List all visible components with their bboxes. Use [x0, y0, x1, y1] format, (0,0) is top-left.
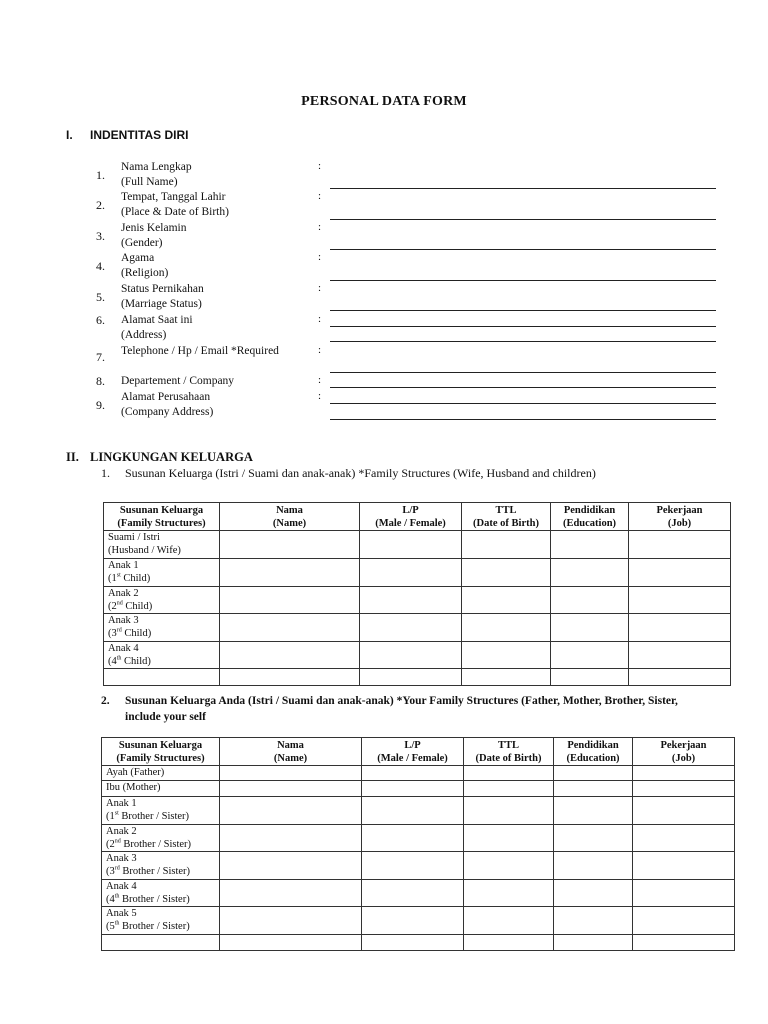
company-address-input-line-1[interactable] [330, 403, 716, 404]
religion-input-line[interactable] [330, 280, 716, 281]
cell-input[interactable] [464, 766, 554, 781]
cell-input[interactable] [360, 531, 462, 559]
cell-input[interactable] [360, 642, 462, 669]
field-label-sub: (Company Address) [121, 406, 214, 418]
field-number: 5. [96, 290, 105, 304]
cell-input[interactable] [464, 907, 554, 935]
address-input-line-1[interactable] [330, 326, 716, 327]
cell-input[interactable] [464, 825, 554, 852]
section-2-title: LINGKUNGAN KELUARGA [90, 450, 253, 464]
cell-input[interactable] [220, 531, 360, 559]
field-colon: : [318, 160, 322, 172]
cell-input[interactable] [633, 852, 735, 880]
cell-input[interactable] [464, 781, 554, 797]
cell-input[interactable] [551, 642, 629, 669]
cell-input[interactable] [220, 880, 362, 907]
subsection-1-number: 1. [101, 466, 110, 480]
header-dob: TTL (Date of Birth) [462, 503, 551, 531]
header-gender: L/P (Male / Female) [360, 503, 462, 531]
family-structure-table-1 [103, 502, 731, 686]
cell-input[interactable] [362, 766, 464, 781]
cell-input[interactable] [554, 935, 633, 951]
cell-input[interactable] [633, 825, 735, 852]
cell-input[interactable] [633, 781, 735, 797]
field-colon: : [318, 390, 322, 402]
full-name-input-line[interactable] [330, 188, 716, 189]
cell-input[interactable] [104, 669, 220, 686]
header-family-structure: Susunan Keluarga (Family Structures) [102, 738, 220, 766]
table-header-row [102, 738, 735, 766]
cell-input[interactable] [220, 614, 360, 642]
header-name: Nama (Name) [220, 503, 360, 531]
cell-input[interactable] [462, 531, 551, 559]
header-education: Pendidikan (Education) [554, 738, 633, 766]
field-label-text: Agama [121, 252, 155, 264]
cell-input[interactable] [554, 781, 633, 797]
birth-input-line[interactable] [330, 219, 716, 220]
header-name: Nama (Name) [220, 738, 362, 766]
field-label-sub: (Place & Date of Birth) [121, 206, 229, 218]
cell-input[interactable] [220, 935, 362, 951]
cell-input[interactable] [551, 587, 629, 614]
field-label-text: Nama Lengkap [121, 161, 192, 173]
table-row [104, 614, 731, 642]
section-1-title: INDENTITAS DIRI [90, 128, 189, 142]
row-label: Anak 5 (5th Brother / Sister) [102, 907, 220, 935]
field-colon: : [318, 313, 322, 325]
section-2-number: II. [66, 450, 79, 464]
field-label-sub: (Address) [121, 329, 167, 341]
cell-input[interactable] [362, 880, 464, 907]
company-input-line[interactable] [330, 387, 716, 388]
table-row [104, 559, 731, 587]
table-row [102, 935, 735, 951]
cell-input[interactable] [633, 880, 735, 907]
cell-input[interactable] [554, 880, 633, 907]
subsection-1-text: Susunan Keluarga (Istri / Suami dan anak-anak) *Family Structures (Wife, Husband and children) [125, 466, 596, 480]
field-number: 4. [96, 259, 105, 273]
cell-input[interactable] [220, 797, 362, 825]
table-row [102, 880, 735, 907]
cell-input[interactable] [220, 907, 362, 935]
form-title: PERSONAL DATA FORM [301, 94, 467, 109]
cell-input[interactable] [551, 559, 629, 587]
family-structure-table-2 [101, 737, 735, 951]
row-label: Ayah (Father) [102, 766, 220, 781]
subsection-2-text-line-1: Susunan Keluarga Anda (Istri / Suami dan anak-anak) *Your Family Structures (Father, Mother, Brother, Sister, [125, 695, 678, 707]
cell-input[interactable] [633, 935, 735, 951]
row-label: Anak 2 (2nd Child) [104, 587, 220, 614]
header-gender: L/P (Male / Female) [362, 738, 464, 766]
cell-input[interactable] [362, 907, 464, 935]
company-address-input-line-2[interactable] [330, 419, 716, 420]
cell-input[interactable] [464, 852, 554, 880]
field-label-sub: (Full Name) [121, 176, 178, 188]
row-label: Anak 1 (1st Child) [104, 559, 220, 587]
cell-input[interactable] [551, 531, 629, 559]
field-colon: : [318, 221, 322, 233]
cell-input[interactable] [554, 907, 633, 935]
field-label-sub: (Gender) [121, 237, 163, 249]
field-label-text: Status Pernikahan [121, 283, 204, 295]
field-number: 3. [96, 229, 105, 243]
table-row [102, 797, 735, 825]
marriage-input-line[interactable] [330, 310, 716, 311]
field-label-sub: (Marriage Status) [121, 298, 202, 310]
field-label-sub: (Religion) [121, 267, 169, 279]
contact-input-line[interactable] [330, 372, 716, 373]
header-education: Pendidikan (Education) [551, 503, 629, 531]
cell-input[interactable] [629, 587, 731, 614]
field-colon: : [318, 374, 322, 386]
row-label: Anak 1 (1st Brother / Sister) [102, 797, 220, 825]
field-label-marriage [121, 282, 204, 312]
cell-input[interactable] [362, 781, 464, 797]
field-colon: : [318, 251, 322, 263]
row-label: Ibu (Mother) [102, 781, 220, 797]
field-number: 9. [96, 398, 105, 412]
cell-input[interactable] [629, 669, 731, 686]
cell-input[interactable] [362, 935, 464, 951]
field-label-text: Telephone / Hp / Email *Required [121, 345, 279, 357]
cell-input[interactable] [633, 797, 735, 825]
field-colon: : [318, 190, 322, 202]
cell-input[interactable] [551, 614, 629, 642]
cell-input[interactable] [464, 880, 554, 907]
row-label: Anak 4 (4th Brother / Sister) [102, 880, 220, 907]
field-label-gender [121, 221, 186, 251]
section-1-number: I. [66, 128, 73, 142]
cell-input[interactable] [462, 642, 551, 669]
cell-input[interactable] [362, 825, 464, 852]
cell-input[interactable] [362, 797, 464, 825]
table-row [104, 669, 731, 686]
header-dob: TTL (Date of Birth) [464, 738, 554, 766]
cell-input[interactable] [629, 559, 731, 587]
cell-input[interactable] [102, 935, 220, 951]
table-header-row [104, 503, 731, 531]
field-label-company [121, 374, 234, 389]
field-number: 7. [96, 350, 105, 364]
header-family-structure: Susunan Keluarga (Family Structures) [104, 503, 220, 531]
field-label-text: Alamat Saat ini [121, 314, 193, 326]
table-row [102, 825, 735, 852]
cell-input[interactable] [360, 614, 462, 642]
header-job: Pekerjaan (Job) [629, 503, 731, 531]
field-label-birth [121, 190, 229, 220]
table-row [102, 907, 735, 935]
field-number: 8. [96, 374, 105, 388]
subsection-2-text-line-2: include your self [125, 711, 206, 723]
address-input-line-2[interactable] [330, 341, 716, 342]
row-label: Anak 4 (4th Child) [104, 642, 220, 669]
row-label: Suami / Istri (Husband / Wife) [104, 531, 220, 559]
cell-input[interactable] [220, 642, 360, 669]
table-row [104, 531, 731, 559]
cell-input[interactable] [633, 907, 735, 935]
cell-input[interactable] [554, 852, 633, 880]
field-label-religion [121, 251, 168, 281]
cell-input[interactable] [220, 559, 360, 587]
cell-input[interactable] [633, 766, 735, 781]
table-row [102, 781, 735, 797]
field-label-contact [121, 344, 279, 359]
cell-input[interactable] [462, 669, 551, 686]
cell-input[interactable] [464, 935, 554, 951]
cell-input[interactable] [554, 766, 633, 781]
field-colon: : [318, 282, 322, 294]
field-number: 1. [96, 168, 105, 182]
table-row [104, 642, 731, 669]
field-label-full-name [121, 160, 192, 190]
cell-input[interactable] [629, 642, 731, 669]
field-number: 6. [96, 313, 105, 327]
cell-input[interactable] [462, 587, 551, 614]
field-label-text: Alamat Perusahaan [121, 391, 211, 403]
cell-input[interactable] [629, 531, 731, 559]
cell-input[interactable] [220, 825, 362, 852]
field-label-address [121, 313, 193, 343]
field-label-company-address [121, 390, 213, 420]
row-label: Anak 3 (3rd Child) [104, 614, 220, 642]
cell-input[interactable] [220, 852, 362, 880]
cell-input[interactable] [220, 781, 362, 797]
field-label-text: Jenis Kelamin [121, 222, 187, 234]
cell-input[interactable] [220, 587, 360, 614]
cell-input[interactable] [360, 669, 462, 686]
cell-input[interactable] [629, 614, 731, 642]
cell-input[interactable] [554, 797, 633, 825]
cell-input[interactable] [360, 559, 462, 587]
row-label: Anak 3 (3rd Brother / Sister) [102, 852, 220, 880]
table-row [102, 852, 735, 880]
cell-input[interactable] [362, 852, 464, 880]
cell-input[interactable] [220, 669, 360, 686]
table-row [104, 587, 731, 614]
cell-input[interactable] [360, 587, 462, 614]
cell-input[interactable] [551, 669, 629, 686]
cell-input[interactable] [220, 766, 362, 781]
row-label: Anak 2 (2nd Brother / Sister) [102, 825, 220, 852]
subsection-2-text [125, 693, 725, 725]
header-job: Pekerjaan (Job) [633, 738, 735, 766]
table-row [102, 766, 735, 781]
field-number: 2. [96, 198, 105, 212]
field-label-text: Departement / Company [121, 375, 235, 387]
cell-input[interactable] [464, 797, 554, 825]
cell-input[interactable] [554, 825, 633, 852]
field-colon: : [318, 344, 322, 356]
cell-input[interactable] [462, 614, 551, 642]
subsection-2-number: 2. [101, 695, 110, 707]
gender-input-line[interactable] [330, 249, 716, 250]
cell-input[interactable] [462, 559, 551, 587]
field-label-text: Tempat, Tanggal Lahir [121, 191, 226, 203]
